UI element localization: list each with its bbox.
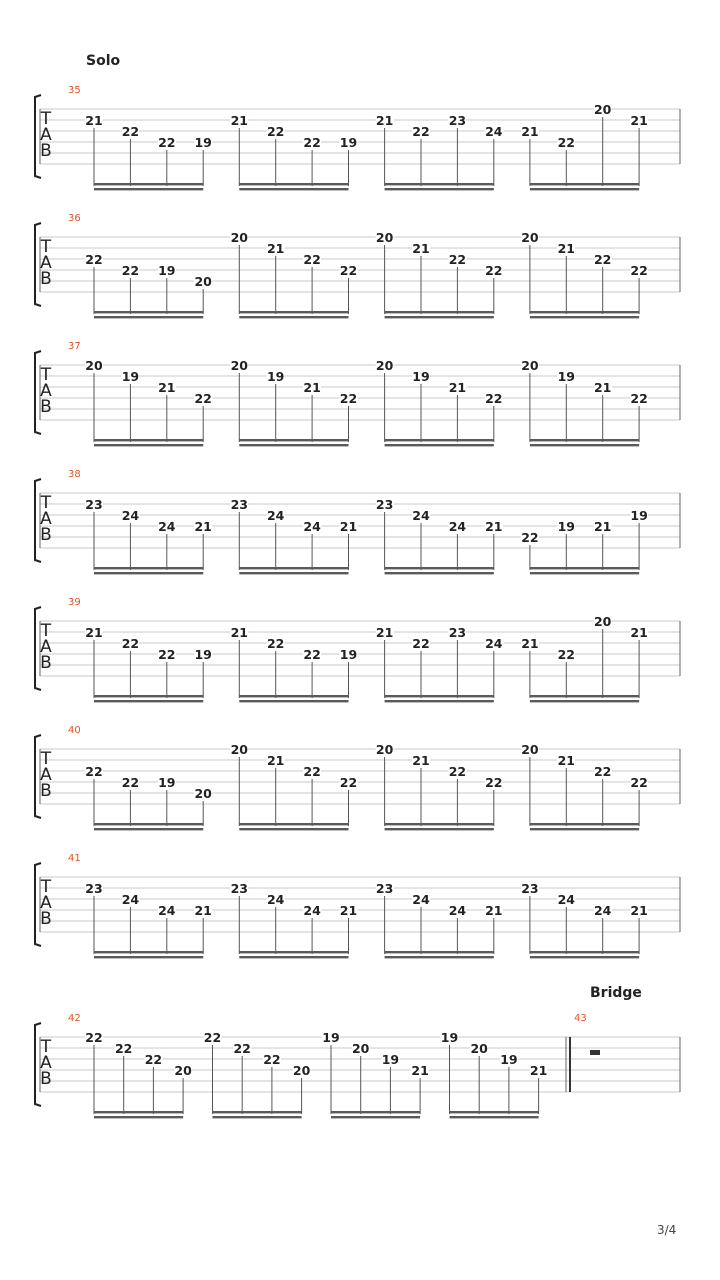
- beam-primary: [94, 951, 203, 953]
- fret-number: 23: [375, 497, 394, 512]
- fret-number: 24: [593, 903, 612, 918]
- fret-number: 20: [375, 358, 394, 373]
- fret-number: 22: [557, 647, 576, 662]
- beam-primary: [239, 695, 348, 697]
- beam-secondary: [94, 700, 203, 702]
- fret-number: 20: [351, 1041, 370, 1056]
- fret-number: 21: [412, 753, 430, 768]
- tab-letter-b: B: [40, 653, 52, 673]
- beam-primary: [239, 567, 348, 569]
- fret-number: 19: [339, 647, 358, 662]
- fret-number: 20: [194, 274, 212, 289]
- beam-primary: [385, 951, 494, 953]
- beam-secondary: [530, 700, 639, 702]
- fret-number: 20: [375, 230, 394, 245]
- fret-number: 23: [448, 625, 467, 640]
- fret-number: 24: [557, 892, 576, 907]
- fret-number: 22: [266, 636, 285, 651]
- fret-number: 20: [593, 614, 612, 629]
- beam-primary: [530, 695, 639, 697]
- fret-number: 22: [85, 252, 103, 267]
- fret-number: 21: [266, 241, 285, 256]
- fret-number: 20: [85, 358, 103, 373]
- beam-primary: [239, 439, 348, 441]
- beam-primary: [239, 311, 348, 313]
- beam-primary: [331, 1111, 420, 1113]
- beam-secondary: [239, 316, 348, 318]
- tab-letter-a: A: [40, 765, 52, 785]
- beam-secondary: [530, 188, 639, 190]
- tab-letter-a: A: [40, 1053, 52, 1073]
- fret-number: 19: [121, 369, 140, 384]
- measure-number: 37: [68, 341, 81, 352]
- fret-number: 24: [158, 903, 176, 918]
- beam-primary: [385, 439, 494, 441]
- fret-number: 20: [292, 1063, 311, 1078]
- fret-number: 23: [521, 881, 539, 896]
- measure-number: 42: [68, 1013, 81, 1024]
- fret-number: 23: [448, 113, 467, 128]
- fret-number: 21: [630, 625, 648, 640]
- tab-letter-a: A: [40, 637, 52, 657]
- fret-number: 19: [440, 1030, 459, 1045]
- measure-number: 39: [68, 597, 81, 608]
- beam-secondary: [385, 572, 494, 574]
- tab-letter-b: B: [40, 269, 52, 289]
- fret-number: 22: [339, 775, 358, 790]
- fret-number: 21: [339, 903, 358, 918]
- beam-primary: [239, 823, 348, 825]
- beam-primary: [530, 823, 639, 825]
- beam-primary: [94, 567, 203, 569]
- fret-number: 19: [194, 135, 212, 150]
- fret-number: 24: [303, 519, 321, 534]
- fret-number: 22: [339, 391, 358, 406]
- beam-secondary: [530, 956, 639, 958]
- tab-letter-a: A: [40, 381, 52, 401]
- section-label: Solo: [86, 53, 121, 69]
- fret-number: 20: [521, 742, 539, 757]
- fret-number: 23: [375, 881, 394, 896]
- measure-number: 40: [68, 725, 81, 736]
- fret-number: 24: [448, 519, 467, 534]
- beam-secondary: [530, 828, 639, 830]
- beam-primary: [530, 311, 639, 313]
- beam-secondary: [530, 572, 639, 574]
- beam-secondary: [213, 1116, 302, 1118]
- tab-letter-b: B: [40, 525, 52, 545]
- fret-number: 21: [557, 753, 576, 768]
- fret-number: 19: [266, 369, 285, 384]
- fret-number: 22: [412, 124, 430, 139]
- fret-number: 21: [448, 380, 467, 395]
- fret-number: 23: [230, 497, 249, 512]
- beam-secondary: [385, 444, 494, 446]
- tab-letter-t: T: [40, 621, 52, 641]
- beam-secondary: [94, 828, 203, 830]
- measure-number: 38: [68, 469, 81, 480]
- half-rest: [590, 1050, 600, 1055]
- fret-number: 22: [158, 135, 176, 150]
- fret-number: 21: [375, 113, 394, 128]
- beam-primary: [530, 567, 639, 569]
- fret-number: 20: [593, 102, 612, 117]
- fret-number: 22: [485, 391, 503, 406]
- fret-number: 22: [303, 647, 321, 662]
- fret-number: 22: [485, 775, 503, 790]
- section-label: Bridge: [590, 985, 642, 1001]
- fret-number: 24: [121, 508, 140, 523]
- fret-number: 19: [412, 369, 430, 384]
- fret-number: 22: [85, 1030, 103, 1045]
- fret-number: 22: [303, 764, 321, 779]
- fret-number: 23: [85, 497, 103, 512]
- fret-number: 21: [194, 519, 212, 534]
- beam-secondary: [530, 444, 639, 446]
- beam-secondary: [94, 572, 203, 574]
- fret-number: 22: [303, 252, 321, 267]
- fret-number: 22: [114, 1041, 133, 1056]
- tab-letter-t: T: [40, 493, 52, 513]
- fret-number: 22: [593, 252, 612, 267]
- fret-number: 22: [121, 124, 140, 139]
- fret-number: 19: [381, 1052, 400, 1067]
- beam-secondary: [385, 828, 494, 830]
- beam-primary: [385, 823, 494, 825]
- fret-number: 21: [339, 519, 358, 534]
- tab-letter-t: T: [40, 749, 52, 769]
- fret-number: 24: [121, 892, 140, 907]
- fret-number: 20: [230, 230, 249, 245]
- beam-primary: [213, 1111, 302, 1113]
- beam-secondary: [331, 1116, 420, 1118]
- beam-secondary: [239, 956, 348, 958]
- measure-number: 43: [574, 1013, 587, 1024]
- fret-number: 22: [194, 391, 212, 406]
- fret-number: 20: [521, 230, 539, 245]
- fret-number: 24: [448, 903, 467, 918]
- fret-number: 22: [233, 1041, 251, 1056]
- fret-number: 24: [485, 636, 503, 651]
- fret-number: 19: [158, 263, 176, 278]
- fret-number: 21: [593, 519, 612, 534]
- fret-number: 21: [230, 625, 249, 640]
- fret-number: 19: [322, 1030, 340, 1045]
- fret-number: 19: [158, 775, 176, 790]
- fret-number: 22: [521, 530, 539, 545]
- fret-number: 21: [158, 380, 176, 395]
- fret-number: 22: [448, 252, 467, 267]
- fret-number: 23: [85, 881, 103, 896]
- tab-letter-a: A: [40, 509, 52, 529]
- fret-number: 19: [500, 1052, 518, 1067]
- beam-secondary: [94, 444, 203, 446]
- beam-primary: [385, 183, 494, 185]
- fret-number: 21: [230, 113, 249, 128]
- fret-number: 21: [485, 519, 503, 534]
- fret-number: 21: [375, 625, 394, 640]
- fret-number: 22: [121, 775, 140, 790]
- fret-number: 21: [521, 636, 539, 651]
- fret-number: 21: [303, 380, 321, 395]
- fret-number: 22: [485, 263, 503, 278]
- fret-number: 21: [529, 1063, 548, 1078]
- fret-number: 20: [174, 1063, 192, 1078]
- fret-number: 20: [194, 786, 212, 801]
- fret-number: 23: [230, 881, 249, 896]
- beam-primary: [94, 695, 203, 697]
- beam-primary: [385, 567, 494, 569]
- beam-primary: [94, 183, 203, 185]
- tab-letter-t: T: [40, 365, 52, 385]
- fret-number: 21: [194, 903, 212, 918]
- fret-number: 20: [375, 742, 394, 757]
- beam-secondary: [385, 956, 494, 958]
- beam-secondary: [239, 700, 348, 702]
- beam-secondary: [239, 188, 348, 190]
- tab-letter-a: A: [40, 253, 52, 273]
- fret-number: 20: [470, 1041, 488, 1056]
- fret-number: 21: [557, 241, 576, 256]
- beam-secondary: [385, 316, 494, 318]
- fret-number: 22: [630, 263, 648, 278]
- fret-number: 21: [630, 113, 648, 128]
- fret-number: 20: [230, 358, 249, 373]
- beam-primary: [385, 311, 494, 313]
- fret-number: 24: [266, 892, 285, 907]
- beam-primary: [94, 1111, 183, 1113]
- tab-letter-a: A: [40, 125, 52, 145]
- beam-secondary: [94, 1116, 183, 1118]
- fret-number: 22: [266, 124, 285, 139]
- fret-number: 22: [630, 391, 648, 406]
- beam-secondary: [385, 188, 494, 190]
- fret-number: 24: [158, 519, 176, 534]
- fret-number: 21: [85, 113, 103, 128]
- measure-number: 41: [68, 853, 81, 864]
- tab-letter-t: T: [40, 109, 52, 129]
- fret-number: 20: [521, 358, 539, 373]
- tab-letter-b: B: [40, 1069, 52, 1089]
- beam-primary: [450, 1111, 539, 1113]
- tab-letter-b: B: [40, 781, 52, 801]
- fret-number: 21: [521, 124, 539, 139]
- tab-letter-t: T: [40, 1037, 52, 1057]
- fret-number: 22: [121, 636, 140, 651]
- beam-secondary: [385, 700, 494, 702]
- fret-number: 22: [303, 135, 321, 150]
- tab-letter-b: B: [40, 397, 52, 417]
- fret-number: 24: [412, 508, 430, 523]
- fret-number: 21: [630, 903, 648, 918]
- beam-primary: [94, 823, 203, 825]
- fret-number: 19: [557, 369, 576, 384]
- beam-secondary: [239, 828, 348, 830]
- fret-number: 19: [339, 135, 358, 150]
- tab-letter-t: T: [40, 877, 52, 897]
- measure-number: 35: [68, 85, 81, 96]
- fret-number: 21: [266, 753, 285, 768]
- beam-primary: [239, 951, 348, 953]
- beam-secondary: [94, 188, 203, 190]
- tab-letter-b: B: [40, 141, 52, 161]
- beam-primary: [94, 439, 203, 441]
- tab-letter-b: B: [40, 909, 52, 929]
- fret-number: 22: [144, 1052, 163, 1067]
- tab-letter-a: A: [40, 893, 52, 913]
- beam-secondary: [239, 444, 348, 446]
- fret-number: 22: [85, 764, 103, 779]
- beam-primary: [530, 439, 639, 441]
- beam-primary: [530, 951, 639, 953]
- fret-number: 22: [557, 135, 576, 150]
- beam-secondary: [94, 956, 203, 958]
- beam-secondary: [239, 572, 348, 574]
- fret-number: 22: [412, 636, 430, 651]
- fret-number: 21: [411, 1063, 429, 1078]
- fret-number: 21: [412, 241, 430, 256]
- fret-number: 24: [412, 892, 430, 907]
- beam-primary: [385, 695, 494, 697]
- fret-number: 22: [448, 764, 467, 779]
- fret-number: 24: [266, 508, 285, 523]
- fret-number: 19: [630, 508, 648, 523]
- fret-number: 22: [630, 775, 648, 790]
- fret-number: 22: [203, 1030, 222, 1045]
- page-number: 3/4: [657, 1223, 677, 1237]
- beam-secondary: [530, 316, 639, 318]
- beam-primary: [530, 183, 639, 185]
- fret-number: 24: [303, 903, 321, 918]
- fret-number: 22: [339, 263, 358, 278]
- tab-letter-t: T: [40, 237, 52, 257]
- fret-number: 22: [593, 764, 612, 779]
- fret-number: 22: [158, 647, 176, 662]
- fret-number: 19: [194, 647, 212, 662]
- beam-secondary: [94, 316, 203, 318]
- beam-secondary: [450, 1116, 539, 1118]
- measure-number: 36: [68, 213, 81, 224]
- fret-number: 19: [557, 519, 576, 534]
- fret-number: 21: [85, 625, 103, 640]
- fret-number: 24: [485, 124, 503, 139]
- fret-number: 20: [230, 742, 249, 757]
- fret-number: 22: [121, 263, 140, 278]
- fret-number: 22: [263, 1052, 281, 1067]
- beam-primary: [239, 183, 348, 185]
- beam-primary: [94, 311, 203, 313]
- fret-number: 21: [485, 903, 503, 918]
- fret-number: 21: [593, 380, 612, 395]
